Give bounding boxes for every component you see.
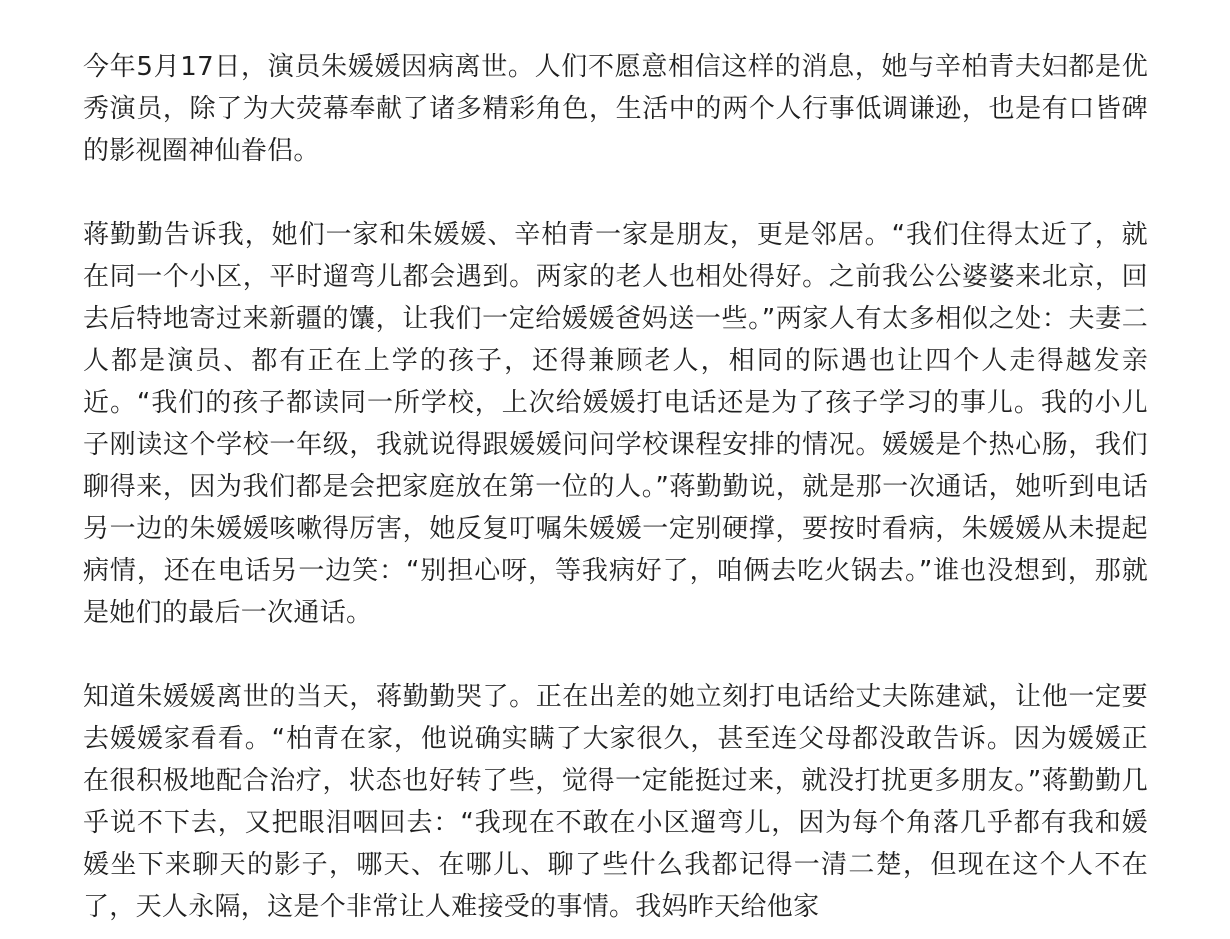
article-paragraph-1: 今年5月17日，演员朱媛媛因病离世。人们不愿意相信这样的消息，她与辛柏青夫妇都是优秀演员，除了为大荧幕奉献了诸多精彩角色，生活中的两个人行事低调谦逊，也是有口皆碑的影视圈神仙眷侣。 [83,52,1148,166]
article-paragraph-2: 蒋勤勤告诉我，她们一家和朱媛媛、辛柏青一家是朋友，更是邻居。“我们住得太近了，就在同一个小区，平时遛弯儿都会遇到。两家的老人也相处得好。之前我公公婆婆来北京，回去后特地寄过来新疆的馕，让我们一定给媛媛爸妈送一些。”两家人有太多相似之处：夫妻二人都是演员、都有正在上学的孩子，还得兼顾老人，相同的际遇也让四个人走得越发亲近。“我们的孩子都读同一所学校，上次给媛媛打电话还是为了孩子学习的事儿。我的小儿子刚读这个学校一年级，我就说得跟媛媛问问学校课程安排的情况。媛媛是个热心肠，我们聊得来，因为我们都是会把家庭放在第一位的人。”蒋勤勤说，就是那一次通话，她听到电话另一边的朱媛媛咳嗽得厉害，她反复叮嘱朱媛媛一定别硬撑，要按时看病，朱媛媛从未提起病情，还在电话另一边笑：“别担心呀，等我病好了，咱俩去吃火锅去。”谁也没想到，那就是她们的最后一次通话。 [83,220,1148,628]
article-paragraph-3: 知道朱媛媛离世的当天，蒋勤勤哭了。正在出差的她立刻打电话给丈夫陈建斌，让他一定要去媛媛家看看。“柏青在家，他说确实瞒了大家很久，甚至连父母都没敢告诉。因为媛媛正在很积极地配合治疗，状态也好转了些，觉得一定能挺过来，就没打扰更多朋友。”蒋勤勤几乎说不下去，又把眼泪咽回去：“我现在不敢在小区遛弯儿，因为每个角落几乎都有我和媛媛坐下来聊天的影子，哪天、在哪儿、聊了些什么我都记得一清二楚，但现在这个人不在了，天人永隔，这是个非常让人难接受的事情。我妈昨天给他家 [83,682,1148,922]
article-body [83,46,1148,928]
